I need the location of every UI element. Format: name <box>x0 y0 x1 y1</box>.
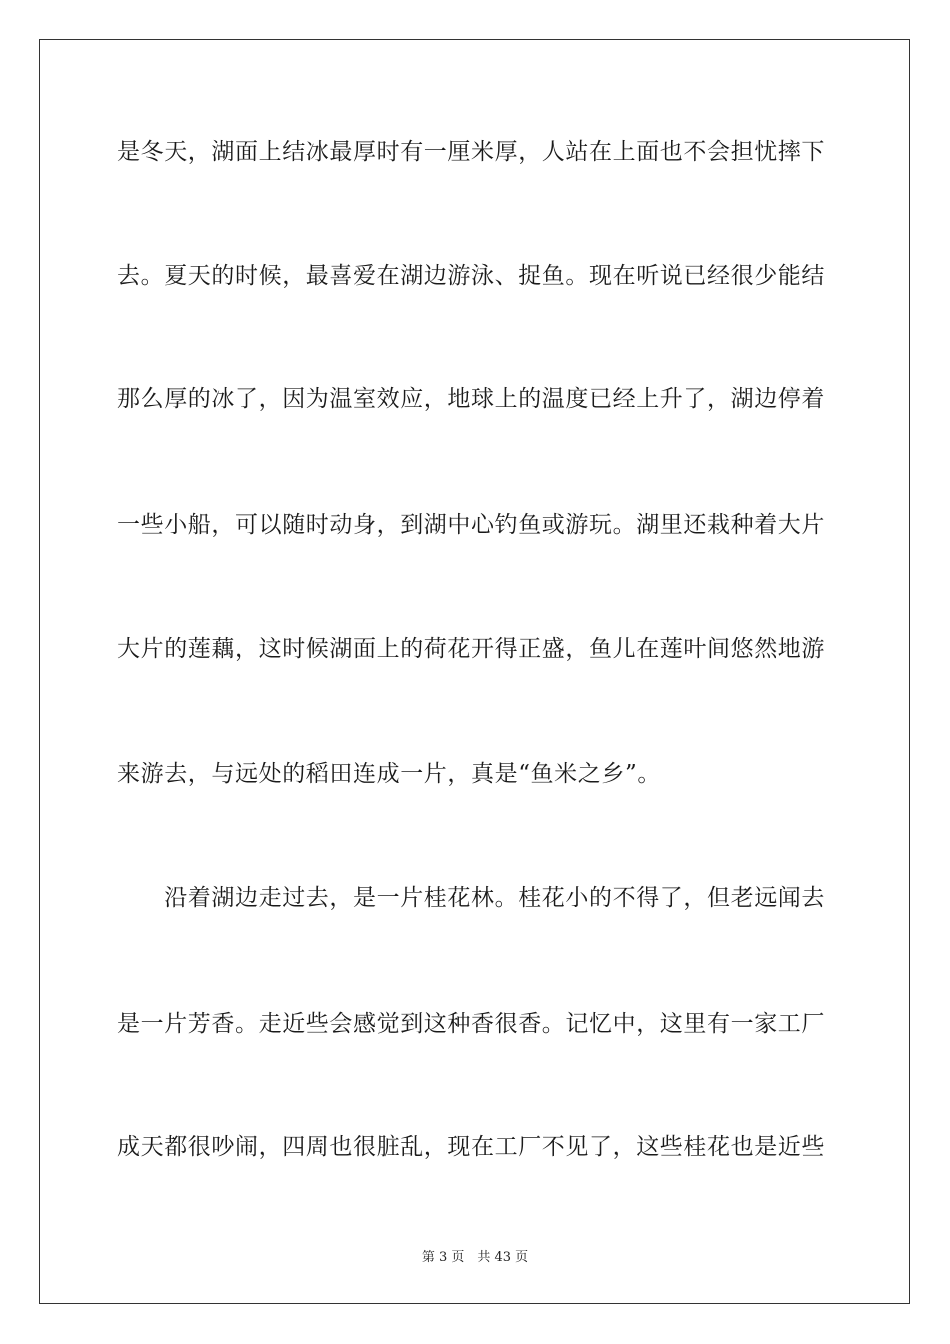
text-line-3: 那么厚的冰了，因为温室效应，地球上的温度已经上升了，湖边停着 <box>117 386 825 412</box>
page-frame <box>39 39 910 1304</box>
text-line-2: 去。夏天的时候，最喜爱在湖边游泳、捉鱼。现在听说已经很少能结 <box>117 263 825 289</box>
text-line-6: 来游去，与远处的稻田连成一片，真是“鱼米之乡”。 <box>117 761 661 787</box>
page-number-footer: 第 3 页 共 43 页 <box>421 1250 529 1265</box>
text-line-7: 沿着湖边走过去，是一片桂花林。桂花小的不得了，但老远闻去 <box>117 885 825 911</box>
text-line-5: 大片的莲藕，这时候湖面上的荷花开得正盛，鱼儿在莲叶间悠然地游 <box>117 636 825 662</box>
text-line-9: 成天都很吵闹，四周也很脏乱，现在工厂不见了，这些桂花也是近些 <box>117 1134 825 1160</box>
text-line-8: 是一片芳香。走近些会感觉到这种香很香。记忆中，这里有一家工厂 <box>117 1011 825 1037</box>
text-line-4: 一些小船，可以随时动身，到湖中心钓鱼或游玩。湖里还栽种着大片 <box>117 512 825 538</box>
text-line-1: 是冬天，湖面上结冰最厚时有一厘米厚，人站在上面也不会担忧摔下 <box>117 139 825 165</box>
